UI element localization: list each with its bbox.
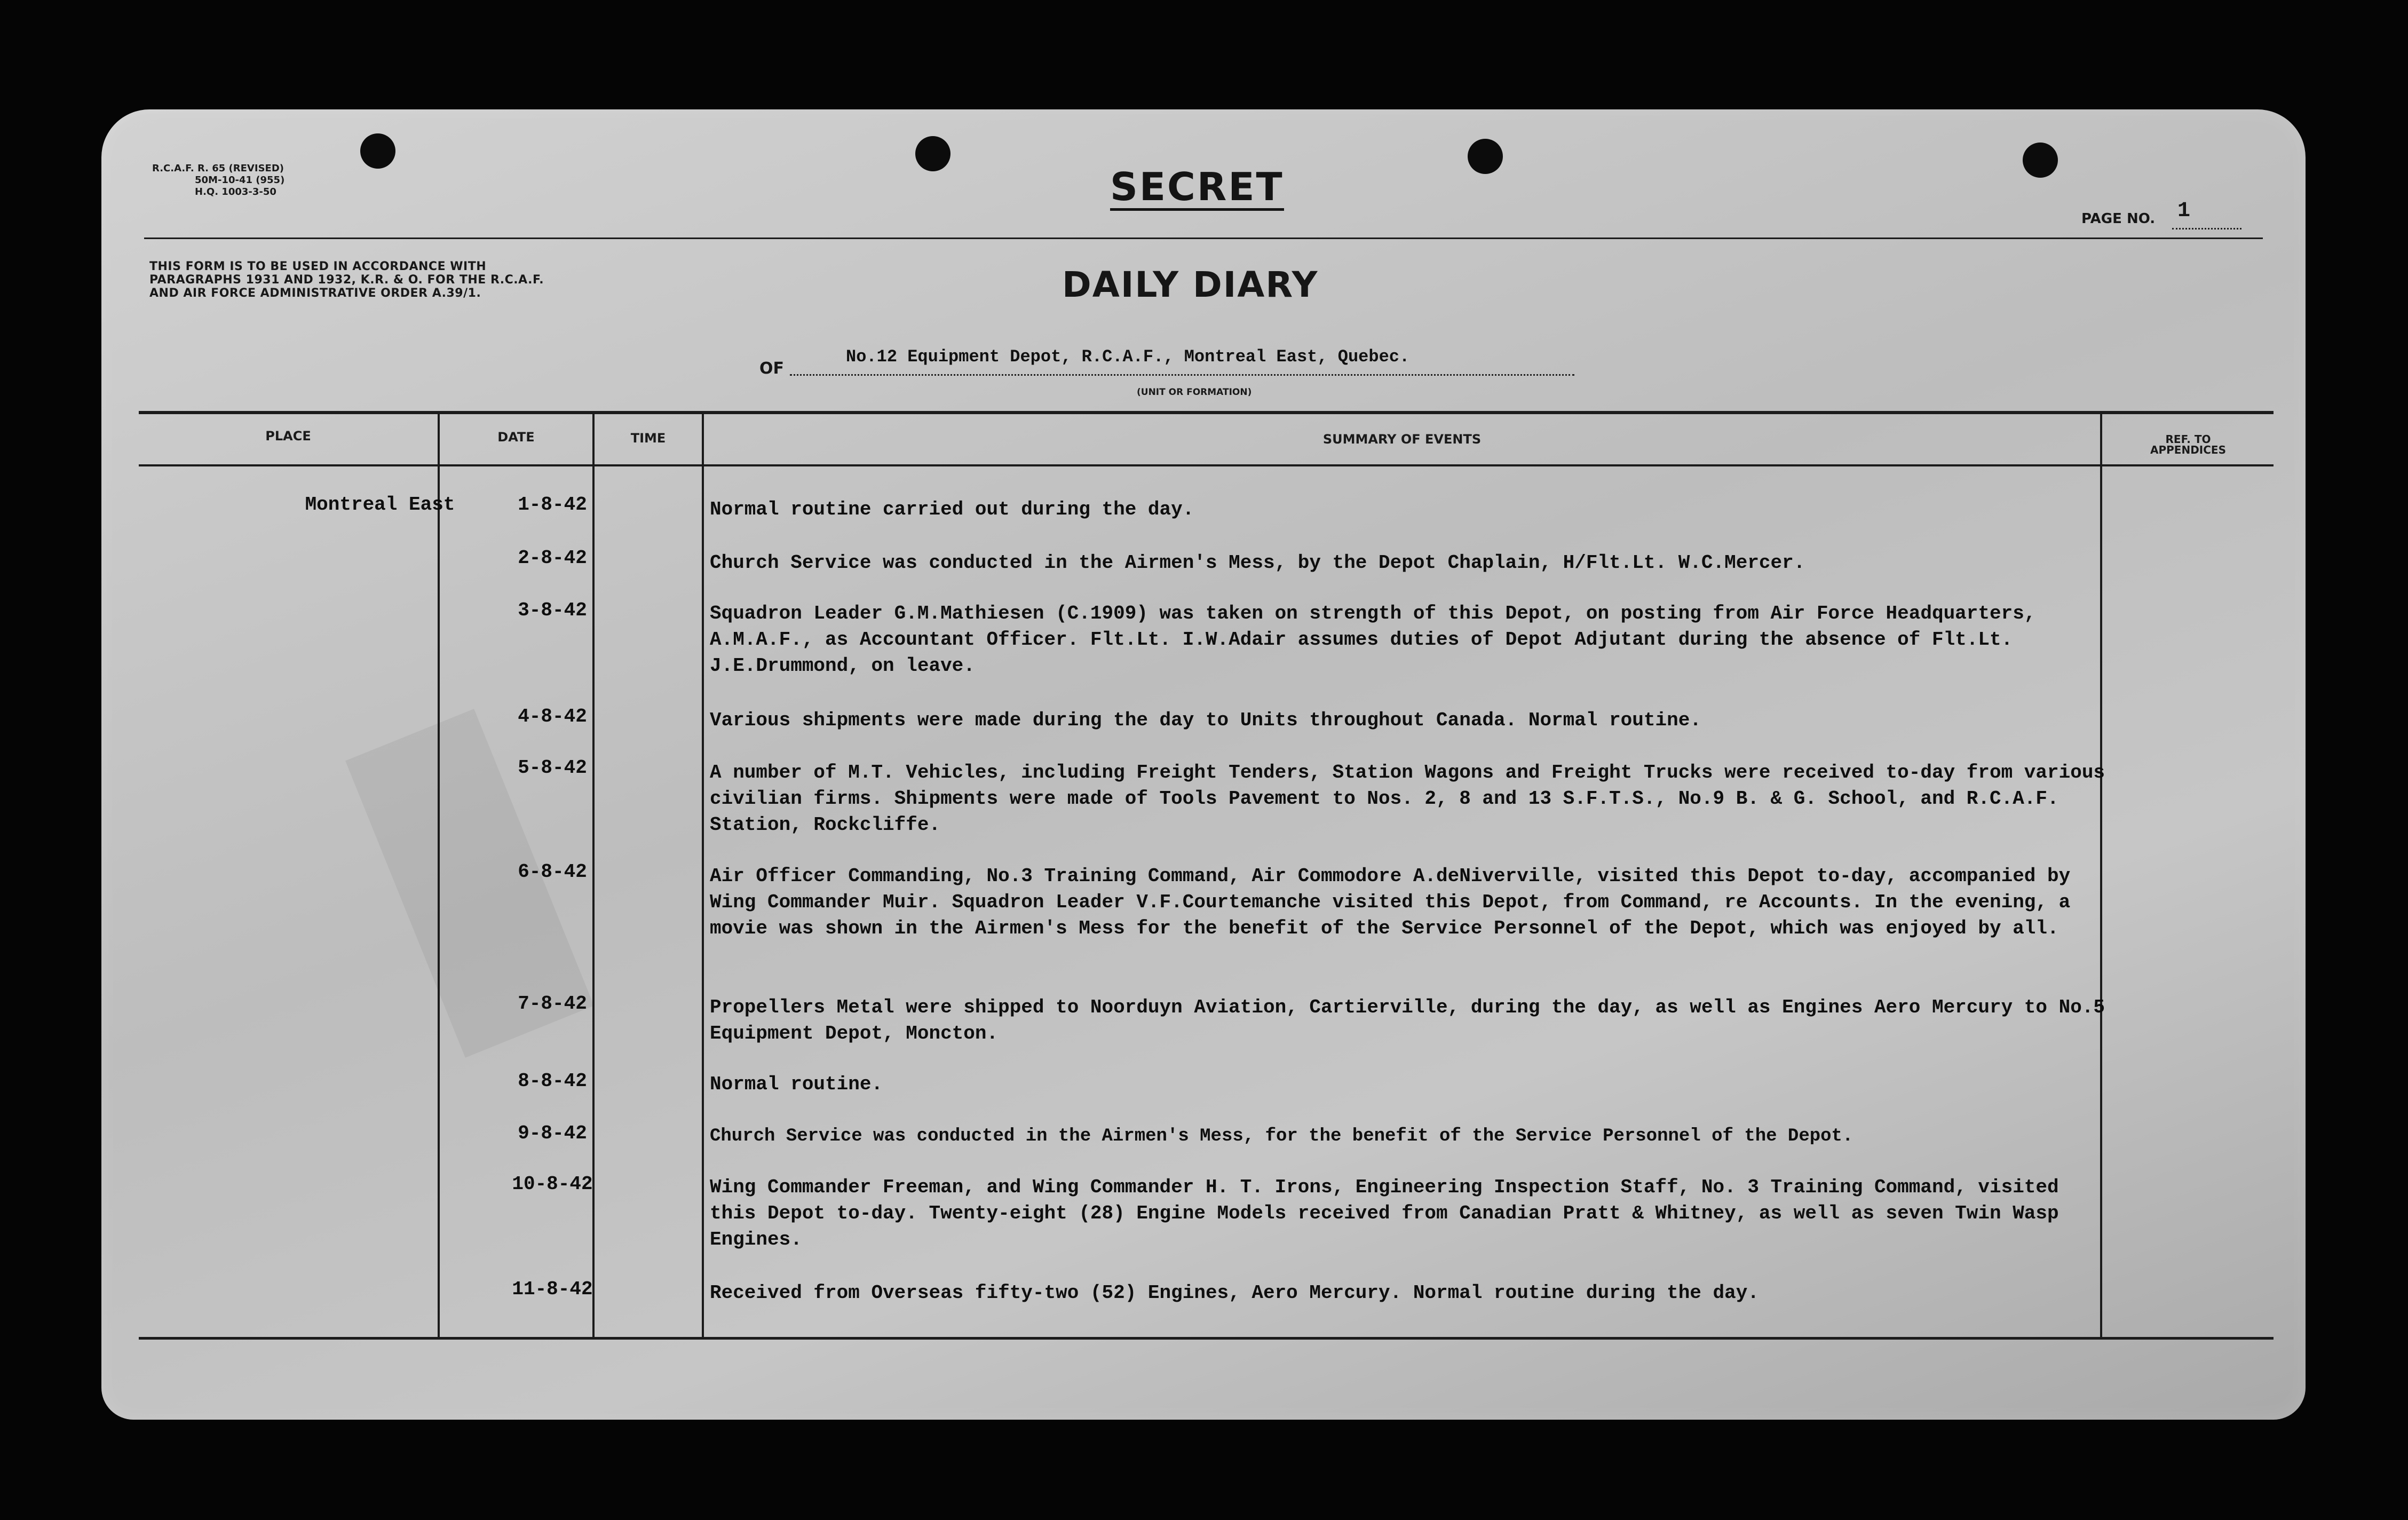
entry-date: 6-8-42 xyxy=(518,861,587,883)
entry-date: 4-8-42 xyxy=(518,706,587,727)
entry-summary: A number of M.T. Vehicles, including Freight Tenders, Station Wagons and Freight Trucks were received to-day from various civilian firms. Shipments were made of Tools Pavement to Nos. 2, 8 and 13 S.F.T.S., No.9 B. & G. School, and R.C.A.F. Station, Rockcliffe. xyxy=(710,762,2105,836)
classification-heading: SECRET xyxy=(1110,165,1284,211)
column-header-place: PLACE xyxy=(265,429,311,444)
column-divider-time-summary xyxy=(702,413,704,1338)
entry-summary: Normal routine carried out during the day. xyxy=(710,498,1194,520)
entry-date: 2-8-42 xyxy=(518,547,587,569)
entry-summary: Squadron Leader G.M.Mathiesen (C.1909) was taken on strength of this Depot, on posting from Air Force Headquarters, A.M.A.F., as Accountant Officer. Flt.Lt. I.W.Adair assumes duties of Depot Adjutant during the absence of Flt.Lt. J.E.Drummond, on leave. xyxy=(710,603,2036,677)
entry-date: 11-8-42 xyxy=(512,1278,593,1300)
unit-underline xyxy=(790,374,1574,376)
unit-name: No.12 Equipment Depot, R.C.A.F., Montreal East, Quebec. xyxy=(846,347,1410,367)
column-header-time: TIME xyxy=(630,431,666,446)
form-identifier xyxy=(152,163,284,198)
binder-hole-2 xyxy=(915,136,950,171)
unit-of-label: OF xyxy=(759,359,784,378)
page-number-value: 1 xyxy=(2177,199,2191,223)
entry-date: 1-8-42 xyxy=(518,494,587,516)
top-divider xyxy=(144,238,2263,239)
column-header-summary: SUMMARY OF EVENTS xyxy=(1322,432,1482,447)
binder-hole-4 xyxy=(2023,142,2058,178)
binder-hole-1 xyxy=(360,133,395,169)
entry-summary: Church Service was conducted in the Airmen's Mess, for the benefit of the Service Personnel of the Depot. xyxy=(710,1126,1853,1146)
form-title: DAILY DIARY xyxy=(1062,264,1319,305)
entry-date: 7-8-42 xyxy=(518,993,587,1015)
entry-summary: Wing Commander Freeman, and Wing Commander H. T. Irons, Engineering Inspection Staff, No. 3 Training Command, visited this Depot to-day. Twenty-eight (28) Engine Models received from Canadian Pratt & Whitney, as well as seven Twin Wasp Engines. xyxy=(710,1176,2059,1250)
page-number-label: PAGE NO. xyxy=(2081,211,2156,227)
entry-date: 5-8-42 xyxy=(518,757,587,779)
entry-place: Montreal East xyxy=(305,494,455,516)
form-id-line-3: H.Q. 1003-3-50 xyxy=(195,186,276,197)
form-id-line-1: R.C.A.F. R. 65 (REVISED) xyxy=(152,163,284,174)
table-bottom-rule xyxy=(139,1337,2274,1340)
entry-date: 3-8-42 xyxy=(518,599,587,621)
entry-date: 8-8-42 xyxy=(518,1070,587,1092)
table-header-rule xyxy=(139,464,2274,466)
form-instructions: THIS FORM IS TO BE USED IN ACCORDANCE WITH PARAGRAPHS 1931 AND 1932, K.R. & O. FOR THE R.C.A.F. AND AIR FORCE ADMINISTRATIVE ORDER A.39/1. xyxy=(149,260,544,300)
entry-summary: Received from Overseas fifty-two (52) Engines, Aero Mercury. Normal routine during the day. xyxy=(710,1282,1759,1304)
page-number-line xyxy=(2172,228,2241,229)
entry-summary: Church Service was conducted in the Airmen's Mess, by the Depot Chaplain, H/Flt.Lt. W.C.Mercer. xyxy=(710,552,1805,574)
entry-summary: Air Officer Commanding, No.3 Training Command, Air Commodore A.deNiverville, visited this Depot to-day, accompanied by Wing Commander Muir. Squadron Leader V.F.Courtemanche visited this Depot, from Command, re Accounts. In the evening, a movie was shown in the Airmen's Mess for the benefit of the Service Personnel of the Depot, which was enjoyed by all. xyxy=(710,865,2071,939)
binder-hole-3 xyxy=(1468,139,1503,174)
diary-form-sheet xyxy=(101,109,2306,1420)
entry-summary: Normal routine. xyxy=(710,1073,883,1095)
entry-summary: Various shipments were made during the day to Units throughout Canada. Normal routine. xyxy=(710,709,1701,731)
entry-date: 10-8-42 xyxy=(512,1173,593,1195)
table-top-rule xyxy=(139,411,2274,414)
entry-date: 9-8-42 xyxy=(518,1122,587,1144)
column-header-ref-appendices: REF. TO APPENDICES xyxy=(2150,433,2226,456)
unit-caption: (UNIT OR FORMATION) xyxy=(1137,387,1252,398)
form-id-line-2: 50M-10-41 (955) xyxy=(195,175,285,186)
entry-summary: Propellers Metal were shipped to Noorduyn Aviation, Cartierville, during the day, as well as Engines Aero Mercury to No.5 Equipment Depot, Moncton. xyxy=(710,996,2105,1044)
column-header-date: DATE xyxy=(497,430,535,445)
